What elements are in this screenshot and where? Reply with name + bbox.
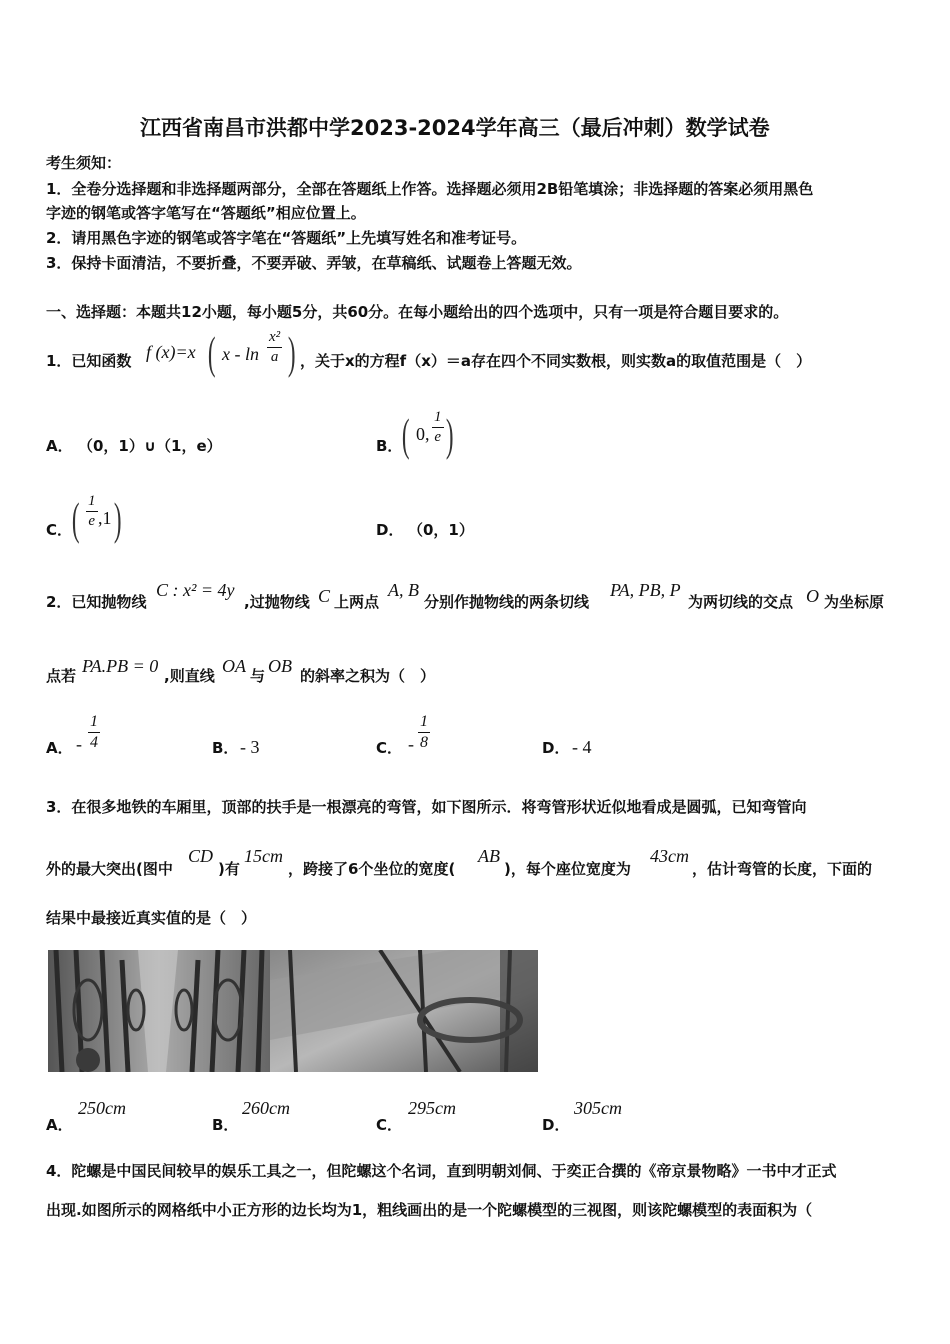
q1-option-c-rparen: ): [113, 493, 122, 544]
q2-option-d-label: D．: [542, 739, 570, 757]
q1-inner: x - ln: [222, 344, 259, 364]
q3-line2-text-3: ，跨接了6个坐位的宽度(: [288, 860, 456, 878]
q3-option-a-label: A．: [46, 1116, 73, 1134]
q2-math-parabola: C : x² = 4y: [156, 580, 235, 600]
q3-option-b-value: 260cm: [242, 1098, 290, 1118]
q3-option-d-value: 305cm: [574, 1098, 622, 1118]
q1-option-c-den: e: [88, 513, 96, 529]
q3-option-b-label: B．: [212, 1116, 239, 1134]
notice-heading: 考生须知：: [46, 154, 122, 172]
q3-option-c-value: 295cm: [408, 1098, 456, 1118]
q3-option-d-label: D．: [542, 1116, 570, 1134]
q3-math-cd: CD: [188, 846, 214, 866]
q1-option-d-text: （0，1）: [408, 521, 474, 539]
q2-option-b-label: B．: [212, 739, 239, 757]
q1-option-c-lparen: (: [71, 493, 80, 544]
q2-text-5: 为两切线的交点: [688, 593, 794, 611]
q2-math-dot-product: PA.PB = 0: [82, 656, 159, 676]
subway-interior-photo-left: [48, 950, 270, 1072]
q1-option-b-rparen: ): [445, 409, 454, 460]
q2-option-a-label: A．: [46, 739, 73, 757]
q2-line2-text-4: 的斜率之积为（ ）: [300, 667, 436, 685]
q2-math-c: C: [318, 586, 331, 606]
q3-math-ab: AB: [478, 846, 500, 866]
q2-text-2: ,过抛物线: [244, 593, 310, 611]
q2-option-b-value: - 3: [240, 737, 260, 757]
q1-option-b-lparen: (: [401, 409, 410, 460]
q3-line2-text-1: 外的最大突出(图中: [46, 860, 173, 878]
notice-line-3: 3．保持卡面清洁，不要折叠，不要弄破、弄皱，在草稿纸、试题卷上答题无效。: [46, 254, 582, 272]
q1-option-b-pre: 0,: [416, 424, 430, 444]
q2-math-o: O: [806, 586, 819, 606]
q3-line2-text-2: )有: [218, 860, 240, 878]
q3-option-a-value: 250cm: [78, 1098, 126, 1118]
q2-option-c-fraction: [418, 714, 430, 751]
q3-math-43cm: 43cm: [650, 846, 689, 866]
q2-math-oa: OA: [222, 656, 246, 676]
q1-right-paren: ): [287, 327, 296, 378]
q2-text-1: 2．已知抛物线: [46, 593, 147, 611]
q1-prefix: 1．已知函数: [46, 352, 132, 370]
q1-option-a-text: （0，1）∪（1，e）: [78, 437, 222, 455]
notice-line-2: 2．请用黑色字迹的钢笔或答字笔在“答题纸”上先填写姓名和准考证号。: [46, 229, 527, 247]
q2-option-c-num: 1: [418, 714, 430, 733]
q2-math-ob: OB: [268, 656, 292, 676]
q3-option-c-label: C．: [376, 1116, 403, 1134]
q3-line-3: 结果中最接近真实值的是（ ）: [46, 909, 257, 927]
q1-option-b-label: B．: [376, 437, 403, 455]
q3-line2-text-4: )，每个座位宽度为: [504, 860, 631, 878]
q1-frac-den: a: [270, 349, 279, 365]
q1-option-c-label: C．: [46, 521, 73, 539]
q1-option-c-num: 1: [86, 494, 98, 512]
q2-option-c-sign: -: [408, 734, 414, 754]
q2-text-3: 上两点: [334, 593, 380, 611]
q2-math-pa-pb: PA, PB, P: [610, 580, 681, 600]
subway-handrail-photo-right: [270, 950, 538, 1072]
q2-option-a-fraction: [88, 714, 100, 751]
q1-suffix: ，关于x的方程f（x）＝a存在四个不同实数根，则实数a的取值范围是（ ）: [300, 352, 812, 370]
q2-math-ab: A, B: [388, 580, 419, 600]
q2-line2-text-2: ,则直线: [164, 667, 215, 685]
q4-line-2: 出现.如图所示的网格纸中小正方形的边长均为1，粗线画出的是一个陀螺模型的三视图，则该陀螺模型的表面积为（: [46, 1201, 813, 1219]
q3-line2-text-5: ，估计弯管的长度，下面的: [692, 860, 873, 878]
q2-line2-text-3: 与: [250, 667, 266, 685]
section-heading: 一、选择题：本题共12小题，每小题5分，共60分。在每小题给出的四个选项中，只有一项是符合题目要求的。: [46, 303, 789, 321]
q1-option-d-label: D．: [376, 521, 404, 539]
q2-text-6: 为坐标原: [824, 593, 885, 611]
q2-text-4: 分别作抛物线的两条切线: [424, 593, 590, 611]
q1-fraction: [267, 330, 282, 365]
q1-left-paren: (: [207, 327, 216, 378]
q2-line2-text-1: 点若: [46, 667, 77, 685]
q1-option-b-num: 1: [432, 410, 444, 428]
q1-frac-num: x²: [267, 330, 282, 348]
q2-option-c-label: C．: [376, 739, 403, 757]
q1-option-c-post: ,1: [98, 508, 112, 528]
q3-math-15cm: 15cm: [244, 846, 283, 866]
q2-option-a-num: 1: [88, 714, 100, 733]
q2-option-c-den: 8: [420, 734, 428, 751]
q1-option-b-den: e: [434, 429, 442, 445]
q4-line-1: 4．陀螺是中国民间较早的娱乐工具之一，但陀螺这个名词，直到明朝刘侗、于奕正合撰的《帝京景物略》一书中才正式: [46, 1162, 837, 1180]
q1-fx: f (x)=x: [146, 342, 196, 362]
page-title: 江西省南昌市洪都中学2023-2024学年高三（最后冲刺）数学试卷: [140, 116, 770, 140]
q2-option-a-den: 4: [90, 734, 98, 751]
q1-option-b-fraction: [432, 410, 444, 445]
q3-line-1: 3．在很多地铁的车厢里，顶部的扶手是一根漂亮的弯管，如下图所示．将弯管形状近似地看成是圆弧，已知弯管向: [46, 798, 807, 816]
notice-line-1a: 1．全卷分选择题和非选择题两部分，全部在答题纸上作答。选择题必须用2B铅笔填涂；非选择题的答案必须用黑色: [46, 180, 814, 198]
q2-option-a-sign: -: [76, 734, 82, 754]
q1-option-c-fraction: [86, 494, 98, 529]
q2-option-d-value: - 4: [572, 737, 592, 757]
notice-line-1b: 字迹的钢笔或答字笔写在“答题纸”相应位置上。: [46, 204, 366, 222]
q1-option-a-label: A．: [46, 437, 73, 455]
